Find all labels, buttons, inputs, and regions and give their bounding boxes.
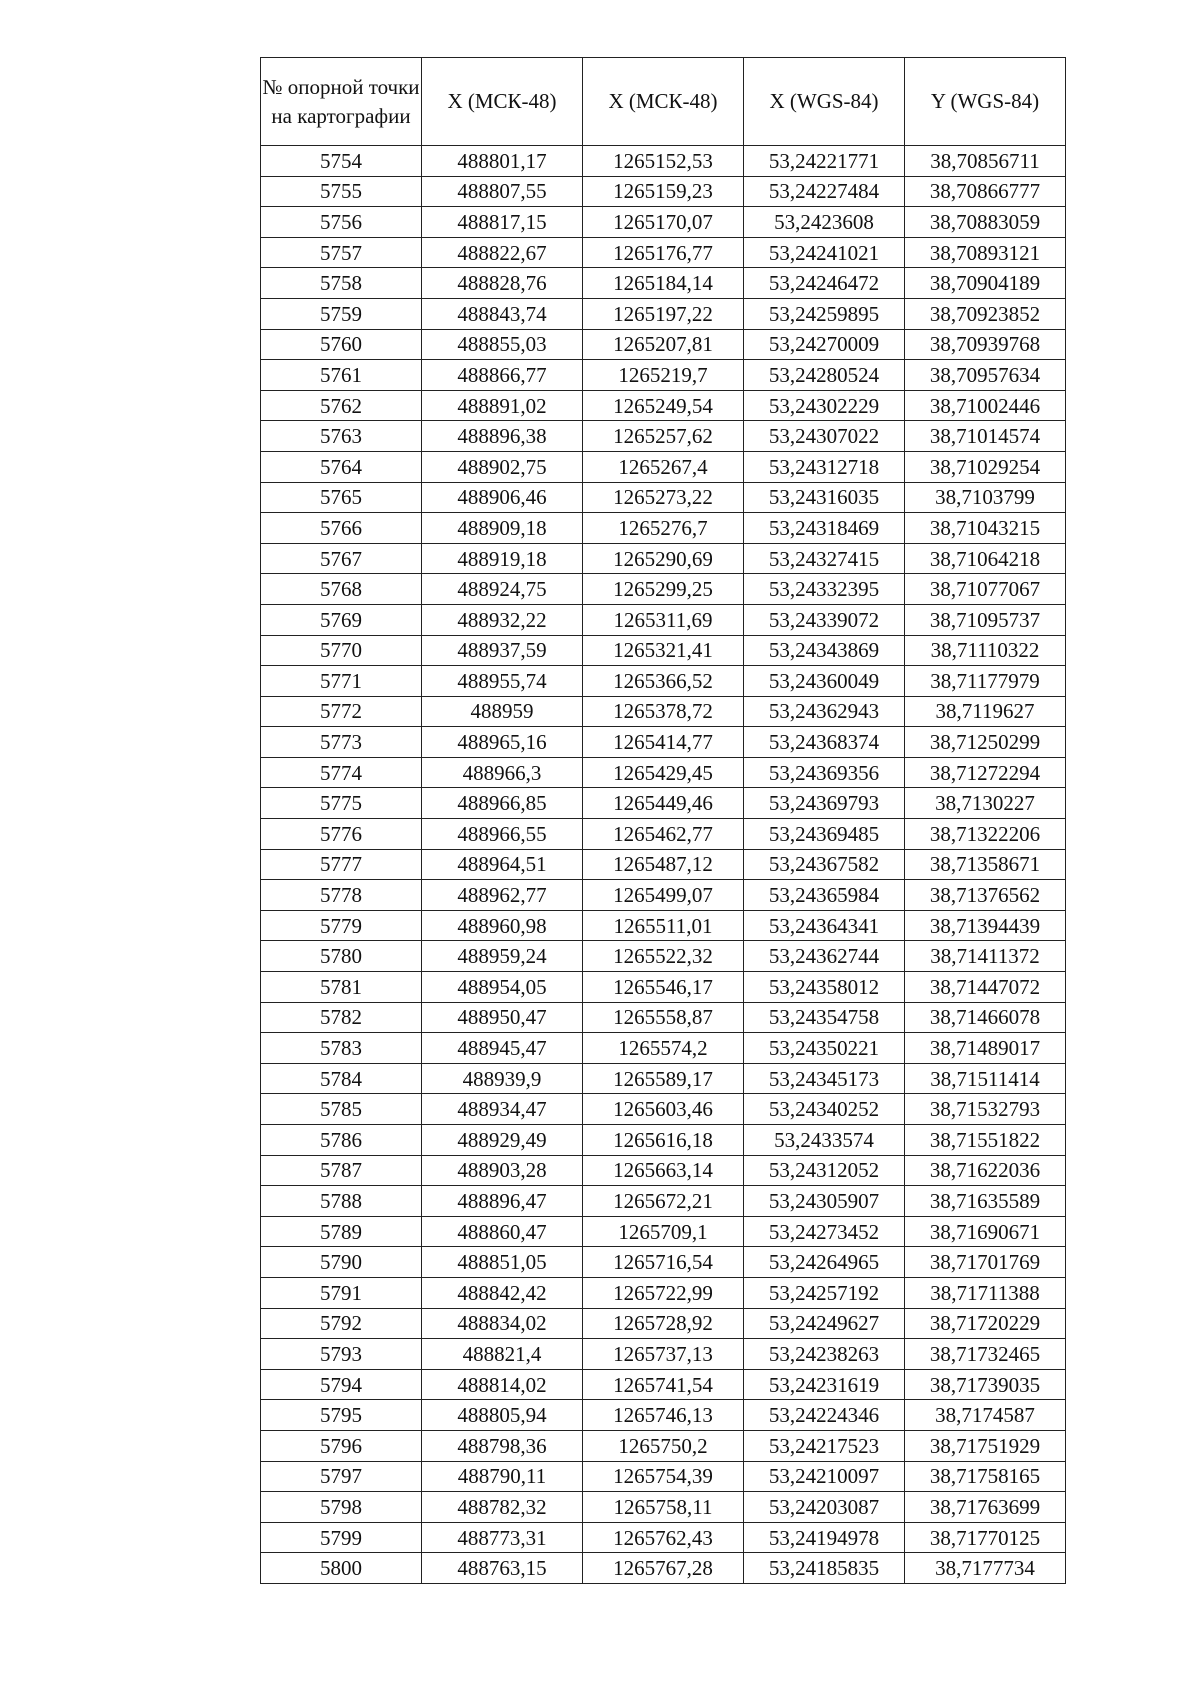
cell-x-msk48-second: 1265522,32: [583, 941, 744, 972]
cell-y-wgs84: 38,71701769: [905, 1247, 1066, 1278]
cell-y-wgs84: 38,71411372: [905, 941, 1066, 972]
cell-x-msk48-second: 1265299,25: [583, 574, 744, 605]
cell-x-msk48-second: 1265663,14: [583, 1155, 744, 1186]
cell-x-wgs84: 53,24345173: [744, 1063, 905, 1094]
cell-x-msk48-second: 1265219,7: [583, 360, 744, 391]
cell-x-wgs84: 53,24354758: [744, 1002, 905, 1033]
table-row: [261, 1308, 1066, 1339]
cell-y-wgs84: 38,7130227: [905, 788, 1066, 819]
cell-point-number: 5761: [261, 360, 422, 391]
cell-x-msk48: 488782,32: [422, 1492, 583, 1523]
cell-point-number: 5791: [261, 1277, 422, 1308]
table-row: [261, 757, 1066, 788]
cell-point-number: 5776: [261, 819, 422, 850]
cell-point-number: 5790: [261, 1247, 422, 1278]
cell-y-wgs84: 38,71029254: [905, 451, 1066, 482]
cell-y-wgs84: 38,71711388: [905, 1277, 1066, 1308]
cell-x-wgs84: 53,24259895: [744, 298, 905, 329]
cell-y-wgs84: 38,70856711: [905, 146, 1066, 177]
cell-x-msk48-second: 1265152,53: [583, 146, 744, 177]
cell-y-wgs84: 38,7177734: [905, 1553, 1066, 1584]
cell-point-number: 5788: [261, 1186, 422, 1217]
cell-y-wgs84: 38,71758165: [905, 1461, 1066, 1492]
cell-x-msk48: 488934,47: [422, 1094, 583, 1125]
table-row: [261, 1492, 1066, 1523]
cell-x-msk48-second: 1265722,99: [583, 1277, 744, 1308]
cell-x-msk48: 488964,51: [422, 849, 583, 880]
cell-x-msk48: 488902,75: [422, 451, 583, 482]
cell-x-msk48-second: 1265728,92: [583, 1308, 744, 1339]
cell-x-msk48-second: 1265207,81: [583, 329, 744, 360]
cell-x-msk48: 488834,02: [422, 1308, 583, 1339]
cell-x-msk48: 488860,47: [422, 1216, 583, 1247]
cell-x-msk48: 488950,47: [422, 1002, 583, 1033]
cell-x-wgs84: 53,24217523: [744, 1430, 905, 1461]
cell-point-number: 5765: [261, 482, 422, 513]
cell-x-msk48-second: 1265366,52: [583, 666, 744, 697]
table-row: [261, 176, 1066, 207]
cell-point-number: 5787: [261, 1155, 422, 1186]
table-row: [261, 1094, 1066, 1125]
cell-x-msk48-second: 1265184,14: [583, 268, 744, 299]
header-x-wgs84: X (WGS-84): [744, 58, 905, 146]
cell-x-msk48-second: 1265321,41: [583, 635, 744, 666]
cell-point-number: 5764: [261, 451, 422, 482]
cell-x-msk48-second: 1265257,62: [583, 421, 744, 452]
cell-x-wgs84: 53,24224346: [744, 1400, 905, 1431]
cell-y-wgs84: 38,71064218: [905, 543, 1066, 574]
cell-point-number: 5784: [261, 1063, 422, 1094]
cell-x-msk48: 488891,02: [422, 390, 583, 421]
cell-x-wgs84: 53,24257192: [744, 1277, 905, 1308]
table-row: [261, 421, 1066, 452]
cell-point-number: 5775: [261, 788, 422, 819]
table-row: [261, 972, 1066, 1003]
cell-x-wgs84: 53,24241021: [744, 237, 905, 268]
cell-y-wgs84: 38,71622036: [905, 1155, 1066, 1186]
coordinates-table: [260, 57, 1066, 1584]
cell-y-wgs84: 38,7174587: [905, 1400, 1066, 1431]
cell-x-msk48: 488906,46: [422, 482, 583, 513]
cell-x-wgs84: 53,24362744: [744, 941, 905, 972]
cell-x-msk48: 488801,17: [422, 146, 583, 177]
cell-point-number: 5772: [261, 696, 422, 727]
cell-y-wgs84: 38,71376562: [905, 880, 1066, 911]
cell-x-msk48-second: 1265746,13: [583, 1400, 744, 1431]
cell-x-msk48-second: 1265754,39: [583, 1461, 744, 1492]
cell-point-number: 5782: [261, 1002, 422, 1033]
cell-point-number: 5800: [261, 1553, 422, 1584]
cell-x-wgs84: 53,2433574: [744, 1125, 905, 1156]
cell-x-msk48: 488966,85: [422, 788, 583, 819]
cell-x-msk48-second: 1265558,87: [583, 1002, 744, 1033]
cell-y-wgs84: 38,71751929: [905, 1430, 1066, 1461]
cell-x-wgs84: 53,24307022: [744, 421, 905, 452]
cell-point-number: 5792: [261, 1308, 422, 1339]
cell-x-msk48: 488773,31: [422, 1522, 583, 1553]
cell-point-number: 5799: [261, 1522, 422, 1553]
header-x-msk48-second: X (МСК-48): [583, 58, 744, 146]
cell-x-msk48: 488843,74: [422, 298, 583, 329]
cell-x-msk48-second: 1265462,77: [583, 819, 744, 850]
cell-x-msk48-second: 1265170,07: [583, 207, 744, 238]
cell-y-wgs84: 38,70939768: [905, 329, 1066, 360]
cell-x-msk48: 488851,05: [422, 1247, 583, 1278]
cell-x-msk48-second: 1265750,2: [583, 1430, 744, 1461]
cell-y-wgs84: 38,71002446: [905, 390, 1066, 421]
table-row: [261, 941, 1066, 972]
cell-x-wgs84: 53,24305907: [744, 1186, 905, 1217]
table-row: [261, 1063, 1066, 1094]
cell-x-wgs84: 53,24221771: [744, 146, 905, 177]
cell-y-wgs84: 38,71635589: [905, 1186, 1066, 1217]
cell-x-msk48: 488939,9: [422, 1063, 583, 1094]
cell-x-msk48: 488954,05: [422, 972, 583, 1003]
table-row: [261, 207, 1066, 238]
cell-point-number: 5768: [261, 574, 422, 605]
cell-y-wgs84: 38,71095737: [905, 604, 1066, 635]
cell-x-msk48-second: 1265276,7: [583, 513, 744, 544]
table-row: [261, 360, 1066, 391]
cell-x-wgs84: 53,24185835: [744, 1553, 905, 1584]
cell-x-wgs84: 53,24203087: [744, 1492, 905, 1523]
cell-x-msk48: 488821,4: [422, 1339, 583, 1370]
cell-x-msk48: 488807,55: [422, 176, 583, 207]
cell-x-msk48: 488966,3: [422, 757, 583, 788]
cell-x-msk48: 488805,94: [422, 1400, 583, 1431]
cell-x-wgs84: 53,24362943: [744, 696, 905, 727]
cell-x-wgs84: 53,24270009: [744, 329, 905, 360]
cell-point-number: 5756: [261, 207, 422, 238]
cell-point-number: 5757: [261, 237, 422, 268]
cell-y-wgs84: 38,71014574: [905, 421, 1066, 452]
cell-x-wgs84: 53,24343869: [744, 635, 905, 666]
cell-x-msk48: 488842,42: [422, 1277, 583, 1308]
header-y-wgs84: Y (WGS-84): [905, 58, 1066, 146]
cell-y-wgs84: 38,71394439: [905, 910, 1066, 941]
cell-x-msk48-second: 1265378,72: [583, 696, 744, 727]
cell-y-wgs84: 38,71739035: [905, 1369, 1066, 1400]
cell-x-wgs84: 53,24367582: [744, 849, 905, 880]
cell-point-number: 5755: [261, 176, 422, 207]
table-row: [261, 1125, 1066, 1156]
cell-y-wgs84: 38,71110322: [905, 635, 1066, 666]
table-row: [261, 237, 1066, 268]
cell-x-msk48-second: 1265487,12: [583, 849, 744, 880]
cell-point-number: 5758: [261, 268, 422, 299]
cell-point-number: 5762: [261, 390, 422, 421]
cell-y-wgs84: 38,71720229: [905, 1308, 1066, 1339]
table-row: [261, 451, 1066, 482]
header-point-number: № опорной точки на картографии: [261, 58, 422, 146]
cell-x-msk48-second: 1265197,22: [583, 298, 744, 329]
cell-x-msk48-second: 1265616,18: [583, 1125, 744, 1156]
cell-x-msk48: 488866,77: [422, 360, 583, 391]
cell-x-msk48: 488763,15: [422, 1553, 583, 1584]
cell-point-number: 5771: [261, 666, 422, 697]
table-row: [261, 1186, 1066, 1217]
cell-x-msk48-second: 1265737,13: [583, 1339, 744, 1370]
cell-x-msk48-second: 1265603,46: [583, 1094, 744, 1125]
cell-x-msk48-second: 1265267,4: [583, 451, 744, 482]
cell-x-msk48-second: 1265767,28: [583, 1553, 744, 1584]
cell-point-number: 5773: [261, 727, 422, 758]
cell-x-wgs84: 53,24368374: [744, 727, 905, 758]
cell-point-number: 5785: [261, 1094, 422, 1125]
table-row: [261, 1247, 1066, 1278]
table-row: [261, 788, 1066, 819]
cell-point-number: 5766: [261, 513, 422, 544]
cell-point-number: 5769: [261, 604, 422, 635]
table-row: [261, 1216, 1066, 1247]
cell-x-msk48: 488896,47: [422, 1186, 583, 1217]
cell-y-wgs84: 38,71489017: [905, 1033, 1066, 1064]
cell-point-number: 5781: [261, 972, 422, 1003]
cell-x-msk48-second: 1265574,2: [583, 1033, 744, 1064]
table-row: [261, 268, 1066, 299]
cell-x-msk48-second: 1265546,17: [583, 972, 744, 1003]
cell-x-wgs84: 53,24227484: [744, 176, 905, 207]
cell-x-msk48-second: 1265672,21: [583, 1186, 744, 1217]
table-row: [261, 1461, 1066, 1492]
cell-x-msk48: 488932,22: [422, 604, 583, 635]
cell-x-wgs84: 53,24327415: [744, 543, 905, 574]
cell-x-msk48-second: 1265273,22: [583, 482, 744, 513]
cell-point-number: 5797: [261, 1461, 422, 1492]
cell-x-wgs84: 53,24280524: [744, 360, 905, 391]
cell-x-msk48: 488855,03: [422, 329, 583, 360]
cell-point-number: 5789: [261, 1216, 422, 1247]
cell-x-msk48: 488822,67: [422, 237, 583, 268]
table-row: [261, 1430, 1066, 1461]
table-row: [261, 146, 1066, 177]
table-row: [261, 1400, 1066, 1431]
table-row: [261, 390, 1066, 421]
cell-x-msk48: 488959: [422, 696, 583, 727]
table-row: [261, 513, 1066, 544]
cell-point-number: 5767: [261, 543, 422, 574]
cell-x-msk48: 488937,59: [422, 635, 583, 666]
table-row: [261, 1369, 1066, 1400]
cell-x-wgs84: 53,24340252: [744, 1094, 905, 1125]
cell-y-wgs84: 38,70923852: [905, 298, 1066, 329]
cell-x-wgs84: 53,24360049: [744, 666, 905, 697]
cell-x-msk48: 488959,24: [422, 941, 583, 972]
table-row: [261, 819, 1066, 850]
table-row: [261, 1002, 1066, 1033]
cell-y-wgs84: 38,7103799: [905, 482, 1066, 513]
table-row: [261, 910, 1066, 941]
cell-x-msk48: 488828,76: [422, 268, 583, 299]
cell-y-wgs84: 38,71077067: [905, 574, 1066, 605]
cell-y-wgs84: 38,71250299: [905, 727, 1066, 758]
cell-x-wgs84: 53,24302229: [744, 390, 905, 421]
cell-x-msk48: 488903,28: [422, 1155, 583, 1186]
cell-y-wgs84: 38,71763699: [905, 1492, 1066, 1523]
cell-x-msk48-second: 1265159,23: [583, 176, 744, 207]
cell-y-wgs84: 38,71272294: [905, 757, 1066, 788]
cell-x-wgs84: 53,2423608: [744, 207, 905, 238]
cell-point-number: 5796: [261, 1430, 422, 1461]
cell-x-msk48: 488965,16: [422, 727, 583, 758]
cell-x-wgs84: 53,24369485: [744, 819, 905, 850]
table-row: [261, 1033, 1066, 1064]
cell-y-wgs84: 38,71770125: [905, 1522, 1066, 1553]
cell-x-msk48-second: 1265499,07: [583, 880, 744, 911]
cell-x-msk48: 488919,18: [422, 543, 583, 574]
table-row: [261, 298, 1066, 329]
cell-point-number: 5793: [261, 1339, 422, 1370]
cell-x-wgs84: 53,24369356: [744, 757, 905, 788]
cell-x-msk48-second: 1265758,11: [583, 1492, 744, 1523]
cell-x-msk48-second: 1265741,54: [583, 1369, 744, 1400]
cell-x-msk48-second: 1265589,17: [583, 1063, 744, 1094]
cell-y-wgs84: 38,70893121: [905, 237, 1066, 268]
cell-point-number: 5783: [261, 1033, 422, 1064]
cell-x-wgs84: 53,24312718: [744, 451, 905, 482]
cell-x-msk48-second: 1265249,54: [583, 390, 744, 421]
cell-x-wgs84: 53,24231619: [744, 1369, 905, 1400]
cell-x-wgs84: 53,24339072: [744, 604, 905, 635]
cell-x-msk48: 488896,38: [422, 421, 583, 452]
cell-x-wgs84: 53,24350221: [744, 1033, 905, 1064]
cell-y-wgs84: 38,71511414: [905, 1063, 1066, 1094]
cell-point-number: 5780: [261, 941, 422, 972]
table-row: [261, 696, 1066, 727]
cell-x-msk48: 488929,49: [422, 1125, 583, 1156]
cell-x-wgs84: 53,24358012: [744, 972, 905, 1003]
cell-y-wgs84: 38,7119627: [905, 696, 1066, 727]
table-header: [261, 58, 1066, 146]
table-row: [261, 849, 1066, 880]
cell-x-msk48-second: 1265290,69: [583, 543, 744, 574]
cell-y-wgs84: 38,71551822: [905, 1125, 1066, 1156]
cell-x-msk48: 488798,36: [422, 1430, 583, 1461]
cell-x-msk48: 488909,18: [422, 513, 583, 544]
cell-x-msk48-second: 1265414,77: [583, 727, 744, 758]
cell-x-msk48-second: 1265429,45: [583, 757, 744, 788]
cell-y-wgs84: 38,70866777: [905, 176, 1066, 207]
cell-x-wgs84: 53,24264965: [744, 1247, 905, 1278]
cell-x-wgs84: 53,24369793: [744, 788, 905, 819]
table-row: [261, 880, 1066, 911]
table-row: [261, 666, 1066, 697]
table-row: [261, 1155, 1066, 1186]
table-row: [261, 482, 1066, 513]
table-row: [261, 543, 1066, 574]
header-row: [261, 58, 1066, 146]
cell-point-number: 5778: [261, 880, 422, 911]
cell-point-number: 5759: [261, 298, 422, 329]
cell-y-wgs84: 38,71177979: [905, 666, 1066, 697]
cell-x-msk48: 488962,77: [422, 880, 583, 911]
cell-point-number: 5777: [261, 849, 422, 880]
cell-x-wgs84: 53,24249627: [744, 1308, 905, 1339]
cell-x-wgs84: 53,24318469: [744, 513, 905, 544]
cell-x-msk48: 488960,98: [422, 910, 583, 941]
cell-x-msk48-second: 1265176,77: [583, 237, 744, 268]
cell-x-msk48-second: 1265311,69: [583, 604, 744, 635]
cell-x-wgs84: 53,24316035: [744, 482, 905, 513]
table-body: [261, 146, 1066, 1584]
cell-x-wgs84: 53,24364341: [744, 910, 905, 941]
table-row: [261, 574, 1066, 605]
cell-x-wgs84: 53,24238263: [744, 1339, 905, 1370]
cell-x-msk48: 488966,55: [422, 819, 583, 850]
cell-x-msk48: 488955,74: [422, 666, 583, 697]
header-x-msk48: X (МСК-48): [422, 58, 583, 146]
table-row: [261, 329, 1066, 360]
cell-x-msk48: 488924,75: [422, 574, 583, 605]
table-row: [261, 1277, 1066, 1308]
cell-y-wgs84: 38,71690671: [905, 1216, 1066, 1247]
cell-point-number: 5774: [261, 757, 422, 788]
cell-x-wgs84: 53,24312052: [744, 1155, 905, 1186]
cell-x-msk48-second: 1265511,01: [583, 910, 744, 941]
cell-point-number: 5798: [261, 1492, 422, 1523]
table-row: [261, 727, 1066, 758]
cell-point-number: 5786: [261, 1125, 422, 1156]
cell-y-wgs84: 38,70957634: [905, 360, 1066, 391]
cell-x-wgs84: 53,24194978: [744, 1522, 905, 1553]
table-row: [261, 1339, 1066, 1370]
cell-x-msk48: 488790,11: [422, 1461, 583, 1492]
cell-x-wgs84: 53,24246472: [744, 268, 905, 299]
cell-y-wgs84: 38,71466078: [905, 1002, 1066, 1033]
cell-x-wgs84: 53,24365984: [744, 880, 905, 911]
table-row: [261, 604, 1066, 635]
cell-x-msk48-second: 1265709,1: [583, 1216, 744, 1247]
cell-x-wgs84: 53,24210097: [744, 1461, 905, 1492]
cell-point-number: 5795: [261, 1400, 422, 1431]
table-row: [261, 635, 1066, 666]
cell-point-number: 5760: [261, 329, 422, 360]
cell-y-wgs84: 38,71732465: [905, 1339, 1066, 1370]
cell-y-wgs84: 38,71043215: [905, 513, 1066, 544]
cell-x-msk48-second: 1265449,46: [583, 788, 744, 819]
cell-point-number: 5779: [261, 910, 422, 941]
table-row: [261, 1553, 1066, 1584]
cell-x-msk48-second: 1265716,54: [583, 1247, 744, 1278]
cell-y-wgs84: 38,71447072: [905, 972, 1066, 1003]
cell-x-msk48: 488945,47: [422, 1033, 583, 1064]
table-row: [261, 1522, 1066, 1553]
cell-y-wgs84: 38,71322206: [905, 819, 1066, 850]
cell-y-wgs84: 38,71532793: [905, 1094, 1066, 1125]
cell-y-wgs84: 38,70883059: [905, 207, 1066, 238]
cell-point-number: 5794: [261, 1369, 422, 1400]
cell-x-wgs84: 53,24332395: [744, 574, 905, 605]
cell-point-number: 5754: [261, 146, 422, 177]
cell-y-wgs84: 38,70904189: [905, 268, 1066, 299]
cell-point-number: 5763: [261, 421, 422, 452]
cell-x-msk48: 488814,02: [422, 1369, 583, 1400]
cell-x-msk48-second: 1265762,43: [583, 1522, 744, 1553]
cell-y-wgs84: 38,71358671: [905, 849, 1066, 880]
cell-x-msk48: 488817,15: [422, 207, 583, 238]
cell-x-wgs84: 53,24273452: [744, 1216, 905, 1247]
cell-point-number: 5770: [261, 635, 422, 666]
